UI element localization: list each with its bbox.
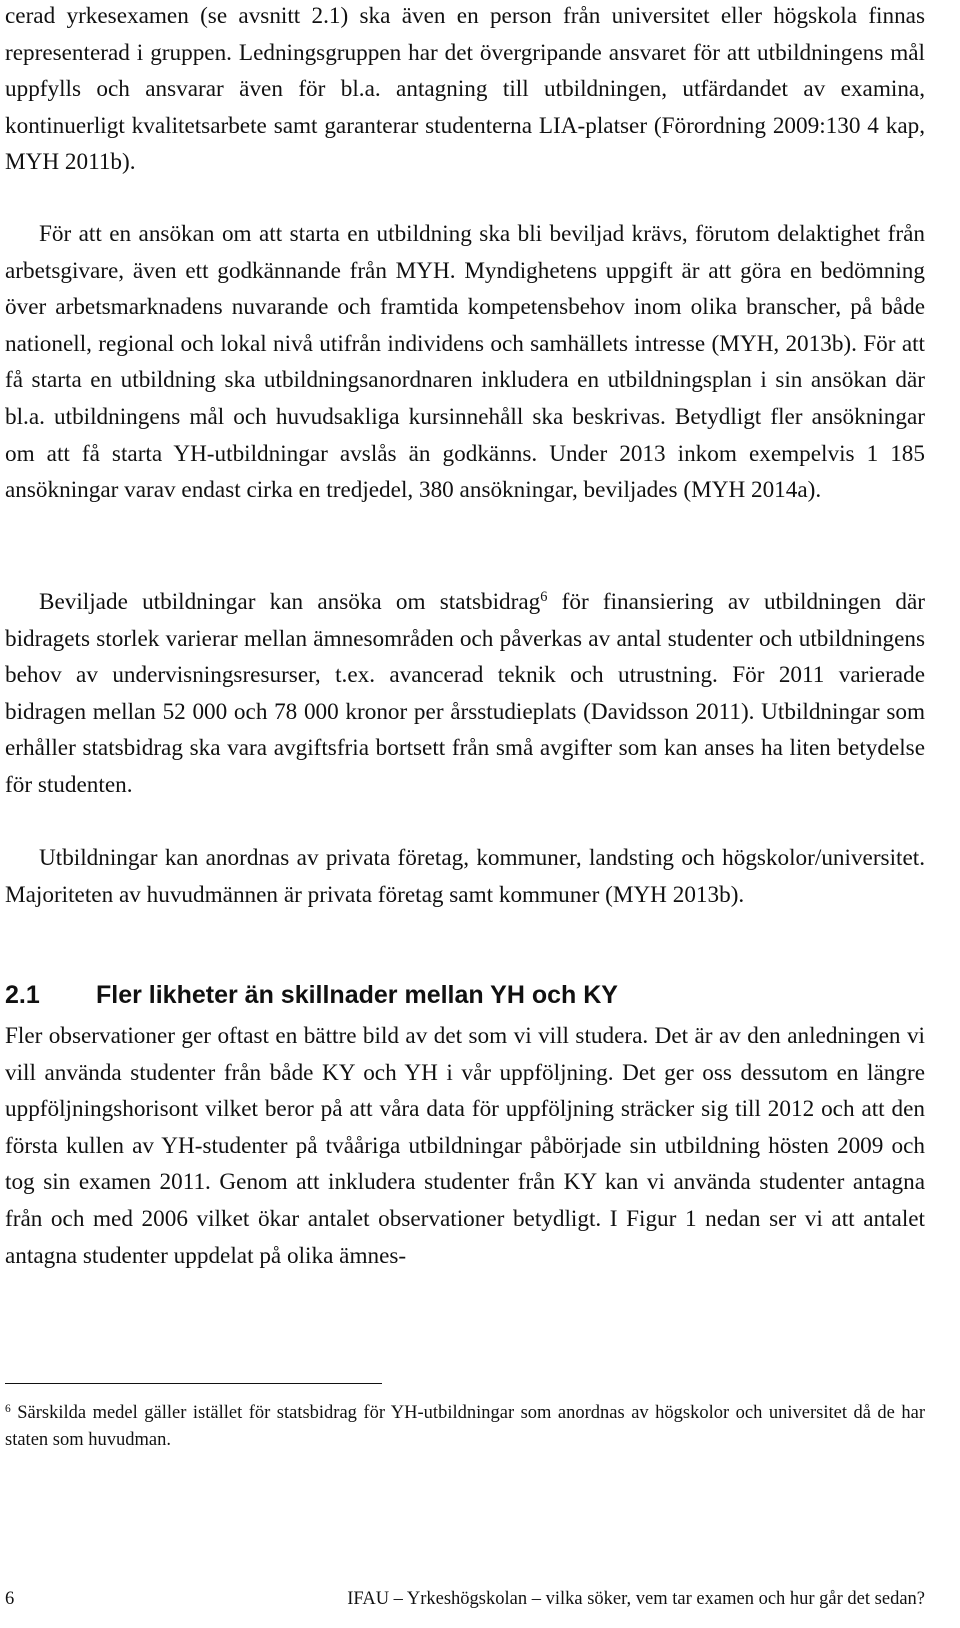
paragraph-state-funding xyxy=(5,584,925,804)
footnote-marker: 6 xyxy=(5,1402,11,1415)
paragraph-state-funding-start: Beviljade utbildningar kan ansöka om statsbidrag xyxy=(39,589,541,615)
page-number: 6 xyxy=(5,1589,15,1609)
paragraph-state-funding-rest: för finansiering av utbildningen där bidragets storlek varierar mellan ämnesområden och påverkas av antal studenter och utbildningens behov av undervisningsresurser, t.ex. avancerad teknik och utrustning. För 2011 varierade bidragen mellan 52 000 och 78 000 kronor per årsstudieplats (Davidsson 2011). Utbildningar som erhåller statsbidrag ska vara avgiftsfria bortsett från små avgifter som kan anses ha liten betydelse för studenten. xyxy=(5,589,925,798)
paragraph-organizers: Utbildningar kan anordnas av privata företag, kommuner, landsting och högskolor/universitet. Majoriteten av huvudmännen är privata företag samt kommuner (MYH 2013b). xyxy=(5,845,925,908)
footnote-divider xyxy=(5,1383,382,1384)
running-head: IFAU – Yrkeshögskolan – vilka söker, vem tar examen och hur går det sedan? xyxy=(347,1589,925,1609)
footnote-text: Särskilda medel gäller istället för statsbidrag för YH-utbildningar som anordnas av högskolor och universitet då de har staten som huvudman. xyxy=(5,1403,925,1450)
section-body-paragraph: Fler observationer ger oftast en bättre bild av det som vi vill studera. Det är av den anledningen vi vill använda studenter från både KY och YH i vår uppföljning. Det ger oss dessutom en längre uppföljningshorisont vilket beror på att våra data för uppföljning sträcker sig till 2012 och att den första kullen av YH-studenter på tvååriga utbildningar påbörjade sin utbildning hösten 2009 och tog sin examen 2011. Genom att inkludera studenter från KY kan vi använda studenter antagna från och med 2006 vilket ökar antalet observationer betydligt. I Figur 1 nedan ser vi att antalet antagna studenter uppdelat på olika ämnes- xyxy=(5,1023,925,1269)
footnote-reference[interactable]: 6 xyxy=(540,589,548,606)
section-number: 2.1 xyxy=(5,981,40,1009)
footnote xyxy=(5,1400,925,1454)
section-heading xyxy=(5,977,618,1013)
paragraph-continued: cerad yrkesexamen (se avsnitt 2.1) ska även en person från universitet eller högskola finnas representerad i gruppen. Ledningsgruppen har det övergripande ansvaret för att utbildningens mål uppfylls och ansvarar även för bl.a. antagning till utbildningen, utfärdandet av examina, kontinuerligt kvalitetsarbete samt garanterar studenterna LIA-platser (Förordning 2009:130 4 kap, MYH 2011b). xyxy=(5,3,925,176)
section-title: Fler likheter än skillnader mellan YH och KY xyxy=(96,981,618,1009)
paragraph-application-approval: För att en ansökan om att starta en utbildning ska bli beviljad krävs, förutom delaktighet från arbetsgivare, även ett godkännande från MYH. Myndighetens uppgift är att göra en bedömning över arbetsmarknadens nuvarande och framtida kompetensbehov inom olika branscher, på både nationell, regional och lokal nivå utifrån individens och samhällets intresse (MYH, 2013b). För att få starta en utbildning ska utbildningsanordnaren inkludera en utbildningsplan i sin ansökan där bl.a. utbildningens mål och huvudsakliga kursinnehåll ska beskrivas. Betydligt fler ansökningar om att få starta YH-utbildningar avslås än godkänns. Under 2013 inkom exempelvis 1 185 ansökningar varav endast cirka en tredjedel, 380 ansökningar, beviljades (MYH 2014a). xyxy=(5,221,925,504)
